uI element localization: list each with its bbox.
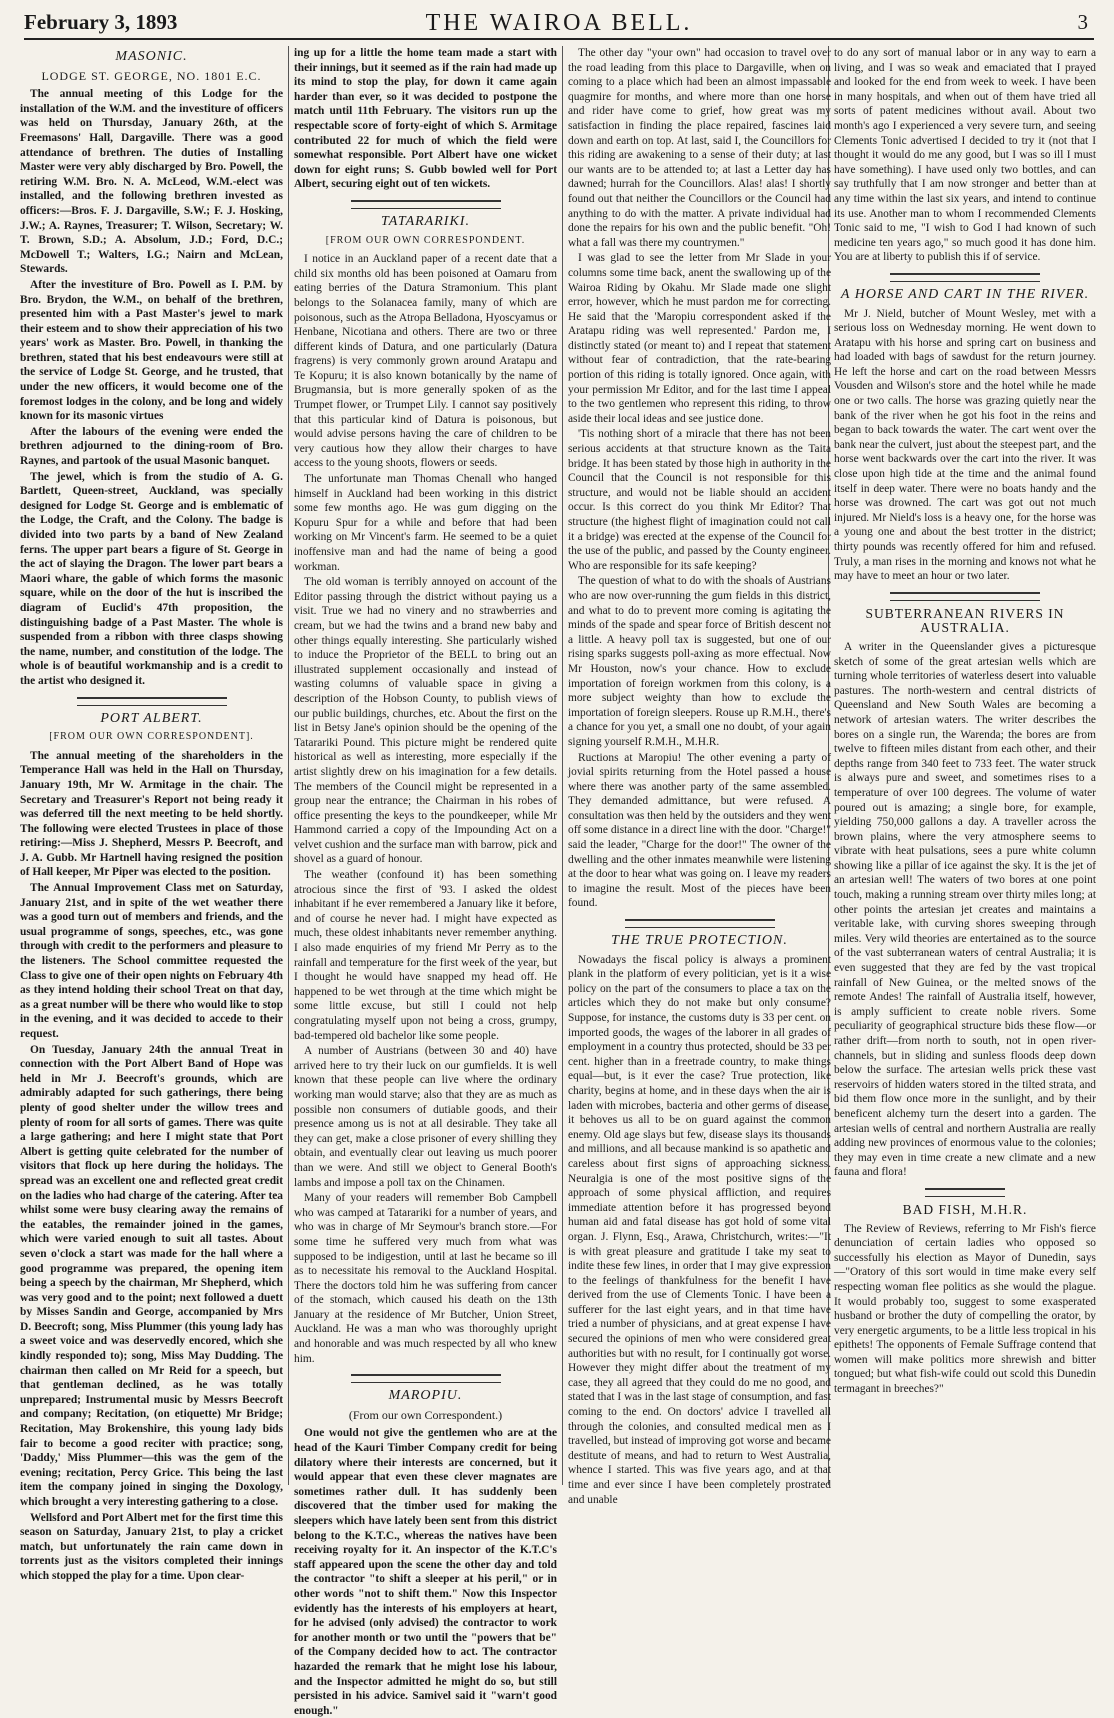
article-paragraph: Nowadays the fiscal policy is always a prominent plank in the platform of every politician, yet is it a wise policy on the part of the consumers to place a tax on the articles which they do not make but only consume? Suppose, for instance, the customs duty is 33 per cent. on imported goods, the wages of the laborer in all grades of employment in a country thus protected, should be 33 per cent. higher than in a freetrade country, to make things equal—but, is it ever the case? True protection, like charity, begins at home, and in these days when the air is laden with microbes, bacteria and other germs of disease, it behoves us all to be on guard against the common enemy. Old age slays but few, disease slays its thousands and millions, and all because mankind is so apathetic and careless about first signs of approaching sickness. Neuralgia is one of the most positive signs of the approach of some physical affliction, and requires immediate attention before it has progressed beyond human aid and fatal disease has got hold of some vital organ. J. Flynn, Esq., Arawa, Christchurch, writes:—"It is with great pleasure and gratitude I take my seat to indite these few lines, in order that I may give expression to the feelings of thankfulness for the benefit I have derived from the use of Clements Tonic. I have been a sufferer for the last eight years, and in that time have tried a number of physicians, and at great expense I have secured the opinions of men who were considered great authorities but with no result, for I continually got worse. However they might differ about the treatment of my case, they all agreed that they could do me no good, and stated that I was in the last stage of consumption, and fast coming to the end. On doctors' advice I travelled all through the colonies, and consulted medical men as I travelled, but instead of improving got worse and became destitute of means, and had to return to West Australia, whence I started. This was five years ago, and at that time and ever since I have been completely prostrated and unable — [568, 953, 831, 1506]
article-paragraph: The old woman is terribly annoyed on account of the Editor passing through the district without paying us a visit. True we had no vinery and no strawberries and cream, but we had the twins and a brand new baby and other things equally interesting. She particularly wished to induce the Proprietor of the BELL to bring out an illustrated supplement occasionally and instead of wasting columns of valuable space in giving a description of the Hobson County, to publish views of our public buildings, churches, etc. About the first on the list in Betsy Jane's opinion should be the opening of the Tatarariki Pound. This picture might be rendered quite historical as well as interesting, more especially if the artist slightly drew on his imagination for a few details. The members of the Council might be represented in a group near the entrance; the Chairman in his robes of office presenting the keys to the poundkeeper, while Mr Hammond carried a copy of the Impounding Act on a velvet cushion and the surface man with barrow, pick and shovel as a guard of honour. — [294, 576, 557, 866]
masonic-heading: MASONIC. — [115, 49, 188, 64]
article-paragraph: I notice in an Auckland paper of a recent date that a child six months old has been poisoned at Oamaru from eating berries of the Datura Stramonium. This plant belongs to the Solanacea family, many of which are poisonous, such as the Atropa Belladona, Hyoscyamus or Henbane, Nicotiana and others. There are two or three different kinds of Datura, and one particularly (Datura fragrens) is very commonly grown around Aratapu and Te Kopuru; it is also known botanically by the name of Brugmansia, but is more generally spoken of as the Trumpet flower, or Trumpet Lily. I cannot say positively that this particular kind of Datura is poisonous, but would advise persons having the care of children to be very cautious how they allow their charges to have access to the young shoots, flowers or seeds. — [294, 253, 557, 470]
maropiu-heading: MAROPIU. — [388, 1388, 463, 1404]
article-paragraph: The question of what to do with the shoals of Austrians who are now over-running the gum fields in this district, and what to do to prevent more coming is agitating the minds of the spade and spear force of British descent not a little. A heavy poll tax is suggested, but one of our rising sparks suggests poll-axing as more effectual. Now Mr Houston, now's your chance. How to exclude importation of foreign workmen from this colony, is a more subject weighty than how to exclude the importation of foreign sleepers. Rouse up R.M.H., there's a chance for you yet, a small one no doubt, of your again signing yourself R.M.H., M.H.R. — [568, 575, 831, 748]
article-paragraph: to do any sort of manual labor or in any way to earn a living, and I was so weak and emaciated that I prayed and looked for the end from week to week. I have been in many hospitals, and when out of them have tried all sorts of patent medicines without avail. About two month's ago I experienced a very severe turn, and seeing Clements Tonic advertised I decided to try it (not that I thought it would do me any good, but I was so ill I must have something). I have used only two bottles, and can say truthfully that I am now stronger and better than at any time within the last six years, and intend to continue its use. Another man to whom I recommended Clements Tonic said to me, "I wish to God I had known of such medicine ten years ago," so much good it has done him. You are at liberty to publish this if of service. — [834, 47, 1096, 264]
horse-cart-heading: A HORSE AND CART IN THE RIVER. — [840, 286, 1090, 302]
article-paragraph: The annual meeting of this Lodge for the installation of the W.M. and the investiture of officers was held on Thursday, January 26th, at the Freemasons' Hall, Dargaville. There was a good attendance of brethren. The duties of Installing Master were very ably discharged by Bro. Powell, the retiring W.M. Bro. N. A. McLeod, W.M.-elect was installed, and the following brethren invested as officers:—Bros. F. J. Dargaville, S.W.; F. J. Hosking, J.W.; A. Raynes, Treasurer; T. Wilson, Secretary; W. T. Brown, S.D.; A. Absolum, J.D.; Ford, D.C.; McDowell T.; Walters, I.G.; Nairn and McLean, Stewards. — [20, 88, 283, 276]
maropiu-byline: (From our own Correspondent.) — [348, 1407, 503, 1422]
article-paragraph: I was glad to see the letter from Mr Slade in your columns some time back, anent the swallowing up of the Wairoa Riding by Okahu. Mr Slade made one slight error, however, which he must pardon me for correcting. He said that the 'Maropiu correspondent asked if the Aratapu riding was well represented.' Pardon me, I distinctly stated (or meant to) and I repeat that statement without fear of contradiction, that the rate-bearing portion of this riding is totally ignored. Once again, with your permission Mr Editor, and for the last time I appeal to the two gentlemen who represent this riding, to throw aside their local ideas and see justice done. — [568, 252, 831, 425]
article-paragraph: The unfortunate man Thomas Chenall who hanged himself in Auckland had been working in this district some few months ago. He was gum digging on the Kopuru Spur for a while and before that had been working on Mr Vincent's farm. He seemed to be a quiet inoffensive man and had the name of being a good workman. — [294, 473, 557, 573]
column-3 — [568, 46, 831, 1506]
article-paragraph: A number of Austrians (between 30 and 40) have arrived here to try their luck on our gumfields. It is well known that these people can live where the ordinary working man would starve; also that they are as much as possible non consumers of dutiable goods, and their presence among us is not at all desirable. They take all they can get, make a close prisoner of every shilling they obtain, and eventually clear out leaving us much poorer than we were. And still we object to General Booth's lambs and impose a poll tax on the Chinamen. — [294, 1045, 557, 1189]
section-divider — [625, 919, 775, 928]
section-divider — [925, 1188, 1005, 1197]
article-paragraph: The annual meeting of the shareholders in the Temperance Hall was held in the Hall on Thursday, January 19th, Mr W. Armitage in the chair. The Secretary and Treasurer's Report not being ready it was deferred till the next meeting to be held shortly. The following were elected Trustees in place of those retiring:—Miss J. Shepherd, Messrs P. Beecroft, and J. A. Gubb. Mr Hartnell having resigned the position of Hall keeper, Mr Piper was elected to the position. — [20, 749, 283, 879]
article-paragraph: After the investiture of Bro. Powell as I. P.M. by Bro. Brydon, the W.M., on behalf of the brethren, presented him with a Past Master's jewel to mark their esteem and to show their appreciation of his two years' work as Master. Bro. Powell, in thanking the brethren, stated that his best endeavours were still at the service of Lodge St. George, and he trusted, that under the new officers, it would become one of the foremost lodges in the colony, and be long and widely known for its masonic virtues — [20, 278, 283, 423]
newspaper-title: THE WAIROA BELL. — [425, 10, 693, 36]
article-paragraph: The other day "your own" had occasion to travel over the road leading from this place to Dargaville, when on coming to a place which had been an almost impassable quagmire for months, and where more than one horse and rider have come to grief, how great was my satisfaction in finding the place repaired, fascines laid down and earth on top. At last, said I, the Councillors for this riding are awakening to a sense of their duty; at last our wants are to be attended to; at last a Letter day has dawned; hurrah for the Councillors. Alas! alas! I shortly found out that neither the Councillors or the Council had anything to do with the matter. A private individual had done the repairs for his own and the public benefit. "Oh! what a fall was there my countrymen." — [568, 47, 831, 249]
masthead — [24, 8, 1094, 40]
article-paragraph: The Review of Reviews, referring to Mr Fish's fierce denunciation of certain ladies who opposed so successfully his election as Mayor of Dunedin, says—"Oratory of this sort would in time make every self respecting woman flee politics as she would the plague. It would probably too, suggest to some exasperated husband or brother the duty of compelling the orator, by very energetic arguments, to be a little less tropical in his epithets! The opponents of Female Suffrage contend that women will make politics more shrewish and bitter tongued; but what fish-wife could out scold this Dunedin termagant in breeches?" — [834, 1222, 1096, 1396]
article-paragraph: A writer in the Queenslander gives a picturesque sketch of some of the great artesian wells which are turning whole territories of waterless desert into valuable pastures. The north-western and central districts of Queensland and New South Wales are becoming a network of artesian waters. The writer describes the bores on a single run, the Warenda; the bores are from twelve to fifteen miles distant from each other, and their depths range from 340 feet to 733 feet. The water struck is always pure and sweet, and sometimes rises to a temperature of over 100 degrees. The volume of water poured out is amazing; a single bore, for example, yielding 750,000 gallons a day. A traveller across the brown plains, where the very atmosphere seems to vibrate with heat pulsations, sees a pure white column showing like a pillar of ice against the sky. It is the jet of an artesian well! The waters of two bores at one point touch, making a running stream over thirty miles long; at other points the artesian jet creates and maintains a veritable lake, with curving shores sweeping through miles. Very wild theories are entertained as to the source of the vast subterranean waters of central Australia; it is even suggested that they are fed by the vast tropical rainfall of New Guinea, or the melted snows of the remote Andes! The rainfall of Australia itself, however, is amply sufficient to create noble rivers. Some peculiarity of geographical structure bids these flow—or rather drift—from north to south, not in open river-channels, but in sliding and sunless floods deep down below the surface. The artesian wells prick these vast reservoirs of hidden waters stored in the tilted strata, and bid them flow once more in the sunlight, and by their beneficent alchemy turn the desert into a garden. The artesian wells of central and northern Australia are really adding new provinces of enormous value to the colonies; they may even in time create a new climate and a new fauna and flora! — [834, 640, 1096, 1179]
column-rule — [288, 46, 289, 1485]
port-albert-byline: [FROM OUR OWN CORRESPONDENT]. — [49, 731, 254, 743]
column-4 — [834, 46, 1096, 1486]
column-rule — [562, 46, 563, 1485]
article-paragraph: ing up for a little the home team made a start with their innings, but it seemed as if the rain had made up its mind to stop the play, for down it came again harder than ever, so it was decided to postpone the match until 11th February. The visitors run up the respectable score of forty-eight of which S. Armitage contributed 22 for much of which the field were somewhat responsible. Port Albert have one wicket down for eight runs; S. Gubb bowled well for Port Albert, securing eight out of ten wickets. — [294, 47, 557, 191]
port-albert-heading: PORT ALBERT. — [100, 710, 203, 726]
article-paragraph: The Annual Improvement Class met on Saturday, January 21st, and in spite of the wet weather there was a good turn out of members and friends, and the usual programme of songs, speeches, etc., was gone through with credit to the performers and pleasure to the listeners. The School committee requested the Class to give one of their open nights on February 4th as they intend holding their school Treat on that day, as a great number will be there who would like to stop in the evening, and it was decided to accede to their request. — [20, 882, 283, 1040]
tatarariki-heading: TATARARIKI. — [381, 213, 470, 229]
bad-fish-heading: BAD FISH, M.H.R. — [902, 1201, 1028, 1217]
article-paragraph: One would not give the gentlemen who are at the head of the Kauri Timber Company credit for being dilatory where their interests are concerned, but it would appear that even these clever magnates are sometimes rather dull. It has suddenly been discovered that the timber used for making the sleepers which have lately been sent from this district belong to the K.T.C., whereas the natives have been receiving royalty for it. An inspector of the K.T.C's staff appeared upon the scene the other day and told the contractor "to shift a sleeper at his peril," or in other words "not to shift them." Now this Inspector evidently has the interests of his employers at heart, for he advised (only advised) the contractor to work for another month or two until the "powers that be" of the Company decided how to act. The contractor hazarded the remark that he might lose his labour, and the Inspector admitted he might do so, but still persisted in his advice. Samivel said it "warn't good enough." — [294, 1427, 557, 1717]
article-paragraph: The weather (confound it) has been something atrocious since the first of '93. I asked the oldest inhabitant if he ever remembered a January like it before, and of course he never had. I might have expected as much, these oldest inhabitants never remember anything. I also made enquiries of my friend Mr Perry as to the rainfall and temperature for the first week of the year, but I thought he would have snapped my head off. He happened to be wet through at the time which might be some little excuse, but still I could not help congratulating myself upon not being a cross, grumpy, bad-tempered old bachelor like some people. — [294, 869, 557, 1042]
section-divider — [351, 200, 501, 209]
article-paragraph: Mr J. Nield, butcher of Mount Wesley, met with a serious loss on Wednesday morning. He went down to Aratapu with his horse and spring cart on business and had loaded with bags of sawdust for the return journey. He left the horse and cart on the road between Messrs Vousden and Wilson's store and the hotel while he made one or two calls. The horse was grazing quietly near the bank of the river when he got his foot in the reins and began to back towards the water. The cart went over the bank near the culvert, just about the steepest part, and the horse went backwards over the cart into the river. It was close upon high tide at the time and the animal found itself in deep water. There were no boats handy and the horse was drowned. The cart was got out not much injured. Mr Nield's loss is a heavy one, for the horse was a young one and about the best trotter in the district; thirty pounds was recently offered for him and refused. Truly, a man rises in the morning and knows not what he may have to meet an hour or two later. — [834, 307, 1096, 583]
article-paragraph: After the labours of the evening were ended the brethren adjourned to the dining-room of Bro. Raynes, and partook of the usual Masonic banquet. — [20, 425, 283, 468]
section-divider — [890, 592, 1040, 601]
article-paragraph: The jewel, which is from the studio of A. G. Bartlett, Queen-street, Auckland, was specially designed for Lodge St. George and is emblematic of the Lodge, the Craft, and the Colony. The badge is divided into two parts by a band of New Zealand ferns. The upper part bears a figure of St. George in the act of slaying the Dragon. The lower part bears a Maori whare, the gable of which forms the masonic square, while on the door of the hut is inscribed the diagram of Euclid's 47th proposition, the distinguishing badge of a Past Master. The whole is suspended from a ribbon with three clasps showing the name, number, and constitution of the lodge. The whole is of beautiful workmanship and is a credit to the artist who designed it. — [20, 470, 283, 687]
article-paragraph: Wellsford and Port Albert met for the first time this season on Saturday, January 21st, to play a cricket match, but unfortunately the rain came down in torrents just as the visitors completed their innings which stopped the play for a time. Upon clear- — [20, 1511, 283, 1582]
section-divider — [351, 1374, 501, 1383]
article-paragraph: On Tuesday, January 24th the annual Treat in connection with the Port Albert Band of Hope was held in Mr J. Beecroft's grounds, which are admirably adapted for such gatherings, there being plenty of good shelter under the willow trees and plenty of room for all sorts of games. There was quite a large gathering; and here I might state that Port Albert is getting quite celebrated for the number of visitors that flock up here during the holidays. The spread was an excellent one and reflected great credit on the ladies who had charge of the catering. After tea whilst some were busy clearing away the remains of the eatables, the remainder joined in the games, which were varied enough to suit all tastes. About seven o'clock a start was made for the hall where a good programme was prepared, the opening item being a speech by the chairman, Mr Shepherd, which was very good and to the point; next followed a duett by Misses Sandin and George, accompanied by Mrs D. Beecroft; song, Miss Plummer (this young lady has a sweet voice and was deservedly encored, which she kindly responded to); song, Miss May Dudding. The chairman then called on Mr Reid for a speech, but that gentleman declined, as he was totally unprepared; Instrumental music by Messrs Beecroft and company; Recitation, (on etiquette) Mr Bridge; Recitation, May Brokenshire, this young lady bids fair to become a good reciter with practice; song, 'Daddy,' Miss Plummer—this was the gem of the evening; recitation, Percy Grice. This being the last item the company joined in singing the Doxology, which brought a very interesting gathering to a close. — [20, 1043, 283, 1508]
masonic-lodge-title: LODGE ST. GEORGE, NO. 1801 E.C. — [41, 68, 262, 83]
column-2 — [294, 46, 557, 1717]
issue-date: February 3, 1893 — [24, 10, 178, 34]
article-paragraph: 'Tis nothing short of a miracle that there has not been serious accidents at that structure known as the Taita bridge. It has been stated by those high in authority in the Council that the Council is not responsible for this structure, and would not be liable should an accident occur. Is this correct do you think Mr Editor? That structure (the highest flight of imagination could not call it a bridge) was erected at the expense of the Council for the use of the public, and passed by the County engineer. Who are responsible for its safe keeping? — [568, 428, 831, 572]
article-paragraph: Ructions at Maropiu! The other evening a party of jovial spirits returning from the Hotel passed a house where there was another party of the same assembled. They demanded admittance, but were refused. A consultation was then held by the outsiders and they went off some distance in a direct line with the door. "Charge!" said the leader, "Charge for the door!" The owner of the dwelling and the other inmates meanwhile were listening at the door to hear what was going on. I leave my readers to imagine the result. Most of the pieces have been found. — [568, 751, 831, 910]
section-divider — [890, 273, 1040, 282]
section-divider — [77, 697, 227, 706]
true-protection-heading: THE TRUE PROTECTION. — [611, 933, 788, 949]
article-paragraph: Many of your readers will remember Bob Campbell who was camped at Tatarariki for a number of years, and who was in charge of Mr Seymour's branch store.—For some time he suffered very much from what was supposed to be indigestion, until at last he became so ill as to necessitate his removal to the Auckland Hospital. There the doctors told him he was suffering from cancer of the stomach, which caused his death on the 13th January at the residence of Mr Butcher, Union Street, Auckland. He was a man who was thoroughly upright and honorable and was much respected by all who knew him. — [294, 1192, 557, 1365]
page-number: 3 — [1077, 10, 1088, 34]
subterranean-heading: SUBTERRANEAN RIVERS IN AUSTRALIA. — [865, 605, 1065, 636]
tatarariki-byline: [FROM OUR OWN CORRESPONDENT. — [325, 234, 526, 246]
column-1 — [20, 46, 283, 1582]
